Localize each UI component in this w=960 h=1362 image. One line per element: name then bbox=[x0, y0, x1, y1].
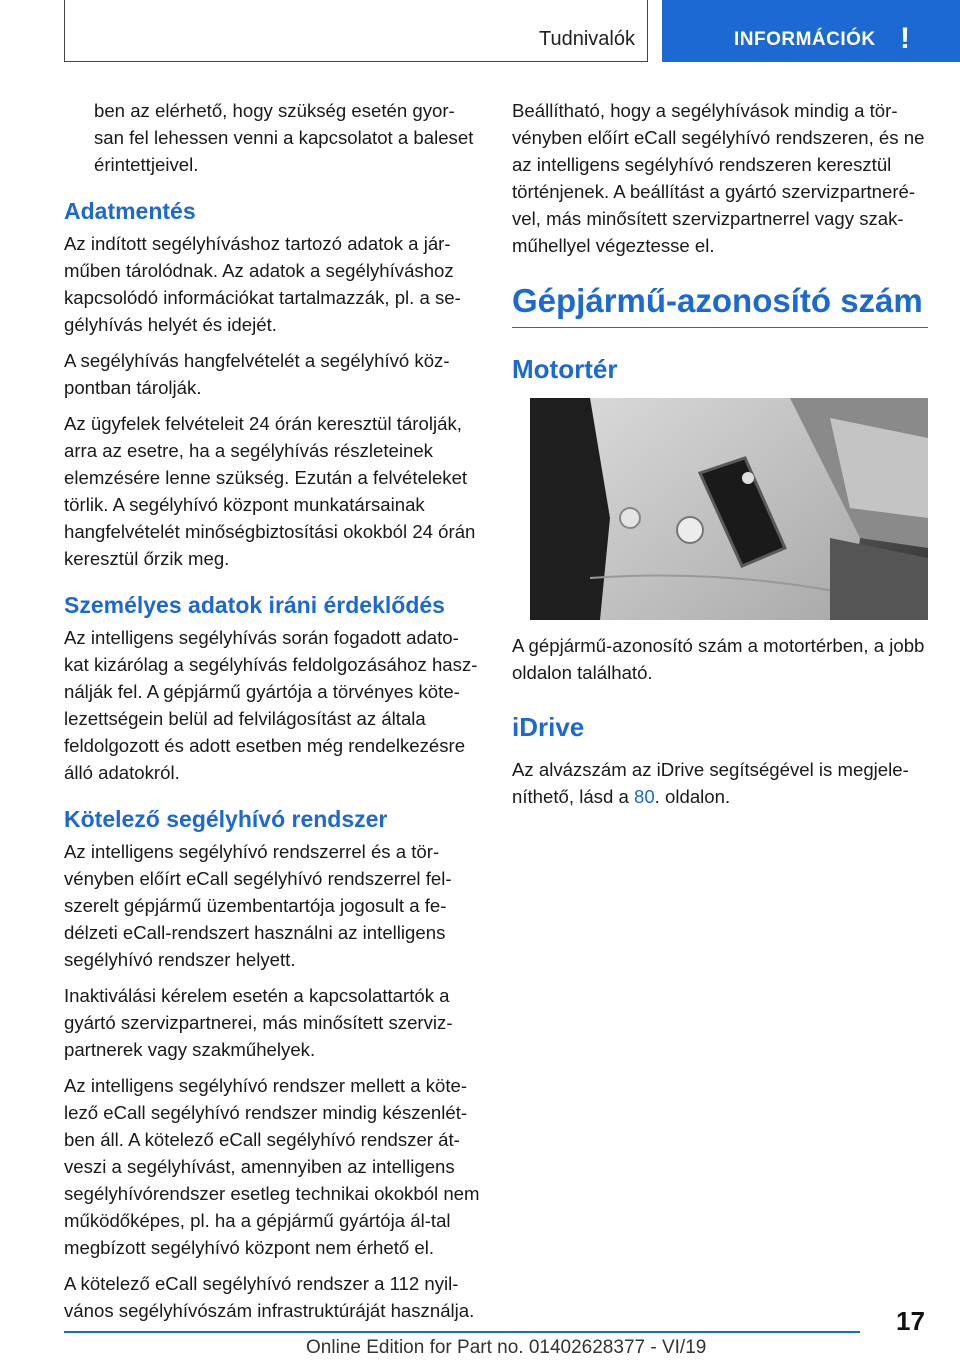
engine-caption: A gépjármű-azonosító szám a motortérben, a jobb oldalon található. bbox=[512, 635, 925, 683]
edition-note: Online Edition for Part no. 01402628377 - VI/19 bbox=[306, 1337, 707, 1358]
engine-bay-illustration bbox=[530, 398, 928, 620]
idrive-text-end: . oldalon. bbox=[654, 786, 731, 807]
paragraph: A segélyhívás hangfelvételét a segélyhívó köz-pontban tárolják. bbox=[64, 350, 450, 398]
engine-bay-photo bbox=[530, 398, 928, 620]
page-number: 17 bbox=[896, 1306, 925, 1336]
left-column bbox=[64, 97, 480, 1333]
heading-kotelezo-segelyhivo: Kötelező segélyhívó rendszer bbox=[64, 806, 388, 832]
page-link[interactable]: 80 bbox=[633, 786, 655, 807]
heading-motorter: Motortér bbox=[512, 354, 618, 384]
heading-vin: Gépjármű-azonosító szám bbox=[512, 281, 928, 328]
paragraph: Az intelligens segélyhívás során fogadott adato-kat kizárólag a segélyhívás feldolgozásához hasz-nálják fel. A gépjármű gyártója a törvényes köte-lezettségein belül ad felvilágosítást az általa feldolgozott és adott esetben még rendelkezésre álló adatokról. bbox=[64, 627, 478, 783]
footer-divider bbox=[64, 1331, 860, 1333]
heading-szemelyes-adatok: Személyes adatok iráni érdeklődés bbox=[64, 592, 445, 618]
intro-paragraph: Beállítható, hogy a segélyhívások mindig a tör-vényben előírt eCall segélyhívó rendszeren, és ne az intelligens segélyhívó rendszeren keresztül történjenek. A beállítást a gyártó szervizpartneré-vel, más minősített szervizpartnerrel vagy szak-műhellyel végeztesse el. bbox=[512, 100, 925, 256]
heading-idrive: iDrive bbox=[512, 712, 585, 742]
chapter-title: INFORMÁCIÓK bbox=[734, 29, 876, 50]
paragraph: Az intelligens segélyhívó rendszerrel és a tör-vényben előírt eCall segélyhívó rendszerrel fel-szerelt gépjármű üzembentartója jogosult a fe-délzeti eCall-rendszert használni az intelligens segélyhívó rendszer helyett. bbox=[64, 841, 452, 970]
heading-adatmentes: Adatmentés bbox=[64, 198, 196, 224]
right-column bbox=[512, 97, 928, 819]
paragraph: Az intelligens segélyhívó rendszer mellett a köte-lező eCall segélyhívó rendszer mindig készenlét-ben áll. A kötelező eCall segélyhívó rendszer át-veszi a segélyhívást, amennyiben az intelligens segélyhívórendszer esetleg technikai okokból nem működőképes, pl. ha a gépjármű gyártója ál-tal megbízott segélyhívó központ nem érhető el. bbox=[64, 1075, 480, 1258]
paragraph: Az ügyfelek felvételeit 24 órán keresztül tárolják, arra az esetre, ha a segélyhívás részleteinek elemzésére lenne szükség. Ezután a felvételeket törlik. A segélyhívó központ munkatársainak hangfelvételét minőségbiztosítási okokból 24 órán keresztül őrzik meg. bbox=[64, 413, 476, 569]
idrive-paragraph bbox=[512, 756, 928, 810]
idrive-text: Az alvázszám az iDrive segítségével is megjele-níthető, lásd a bbox=[512, 759, 909, 807]
paragraph: Az indított segélyhíváshoz tartozó adatok a jár-műben tárolódnak. Az adatok a segélyhíváshoz kapcsolódó információkat tartalmazzák, pl. a se-gélyhívás helyét és idejét. bbox=[64, 233, 461, 335]
section-title: Tudnivalók bbox=[539, 28, 635, 50]
exclamation-icon: ! bbox=[900, 22, 910, 55]
intro-paragraph: ben az elérhető, hogy szükség esetén gyor-san fel lehessen venni a kapcsolatot a baleset érintettjeivel. bbox=[94, 100, 474, 175]
paragraph: A kötelező eCall segélyhívó rendszer a 112 nyil-vános segélyhívószám infrastruktúráját használja. bbox=[64, 1273, 475, 1321]
header-chapter-tab bbox=[662, 0, 960, 62]
paragraph: Inaktiválási kérelem esetén a kapcsolattartók a gyártó szervizpartnerei, más minősített szerviz-partnerek vagy szakműhelyek. bbox=[64, 985, 453, 1060]
header-section-tab bbox=[64, 0, 648, 62]
